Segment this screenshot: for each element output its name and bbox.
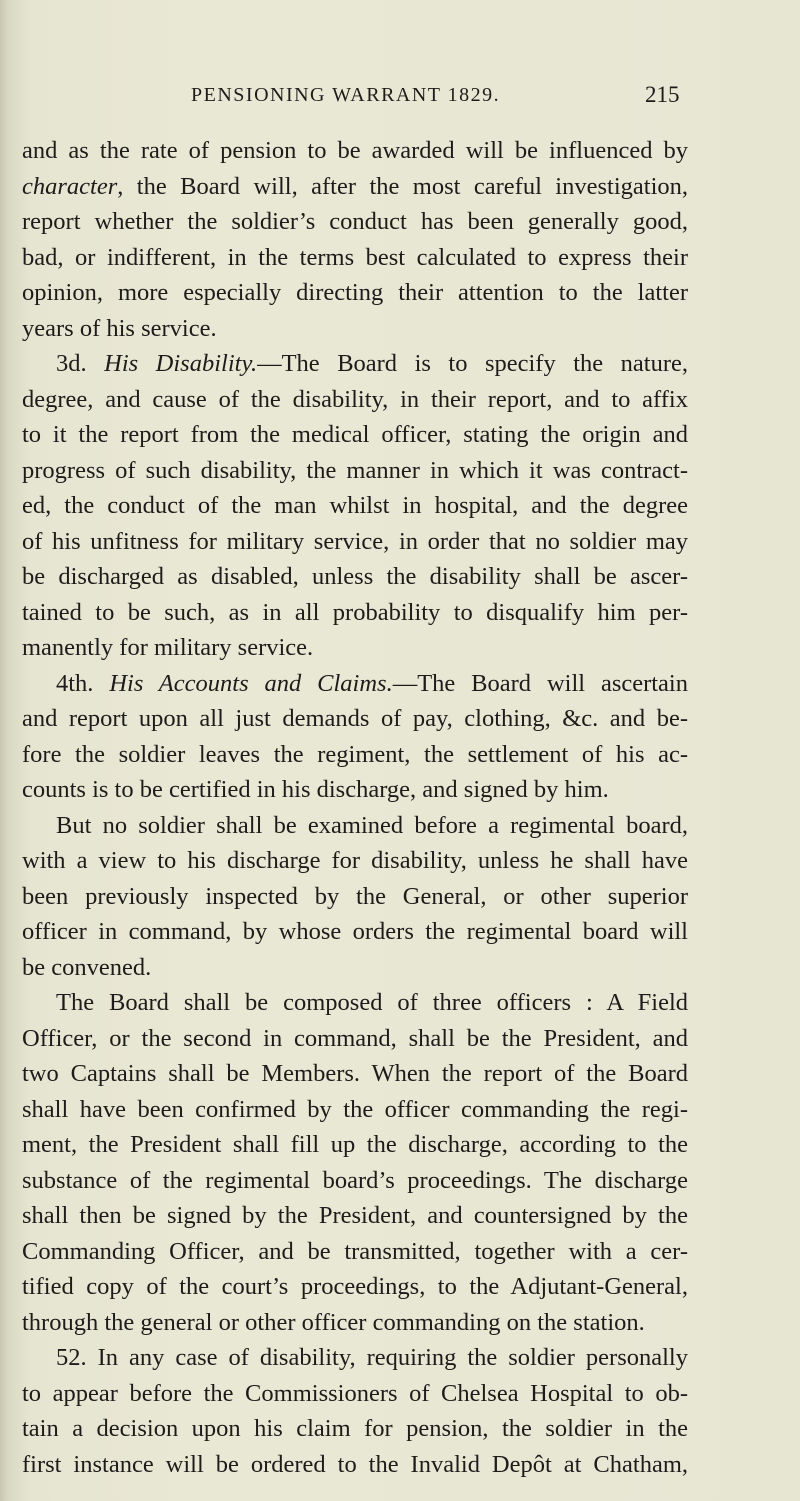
line-text: shall have been confirmed by the officer commanding the regi- [22,1095,688,1123]
line-text: The Board shall be composed of three officers : A Field [56,989,688,1016]
text-line [22,1092,688,1128]
line-text: tained to be such, as in all probability to disqualify him per- [22,598,688,626]
section-number: 4th. [56,669,110,697]
line-text: and as the rate of pension to be awarded will be influenced by [22,137,688,164]
text-line [22,488,688,524]
text-line [22,204,688,240]
text-line [22,985,688,1021]
text-line [22,843,688,879]
body-text [22,133,688,1482]
line-text: —The Board is to specify the nature, [257,350,688,377]
italic-heading: His Disability. [104,350,258,377]
text-line [22,524,688,560]
text-line [22,382,688,418]
line-text: Officer, or the second in command, shall be the President, and [22,1024,688,1052]
text-line [22,240,688,276]
line-text: ed, the conduct of the man whilst in hospital, and the degree [22,492,688,519]
line-text: with a view to his discharge for disability, unless he shall have [22,847,688,874]
line-text: be convened. [22,953,152,981]
line-text: , the Board will, after the most careful investigation, [117,172,688,200]
text-line [22,595,688,631]
text-line [22,1376,688,1412]
line-text: counts is to be certified in his discharge, and signed by him. [22,776,609,803]
line-text: shall then be signed by the President, and countersigned by the [22,1202,688,1229]
line-text: bad, or indifferent, in the terms best calculated to express their [22,243,688,271]
line-text: opinion, more especially directing their attention to the latter [22,279,688,306]
line-text: be discharged as disabled, unless the disability shall be ascer- [22,563,688,590]
line-text: to appear before the Commissioners of Chelsea Hospital to ob- [22,1379,688,1407]
line-text: fore the soldier leaves the regiment, the settlement of his ac- [22,740,688,768]
text-line [22,1021,688,1057]
line-text: two Captains shall be Members. When the report of the Board [22,1060,688,1087]
line-text: substance of the regimental board’s proceedings. The discharge [22,1166,688,1194]
text-line [22,133,688,169]
text-line [22,772,688,808]
line-text: ment, the President shall fill up the discharge, according to the [22,1131,688,1158]
italic-heading: character [22,172,118,200]
text-line [22,1056,688,1092]
text-line [22,417,688,453]
line-text: degree, and cause of the disability, in their report, and to affix [22,385,688,413]
text-line [22,737,688,773]
text-line [22,1269,688,1305]
line-text: of his unfitness for military service, in order that no soldier may [22,527,688,555]
running-title: PENSIONING WARRANT 1829. [191,84,501,106]
line-text: and report upon all just demands of pay, clothing, &c. and be- [22,705,688,732]
text-line [22,1234,688,1270]
line-text: years of his service. [22,314,217,342]
text-line [22,1340,688,1376]
line-text: manently for military service. [22,634,314,661]
line-text: officer in command, by whose orders the regimental board will [22,918,688,945]
text-line [22,630,688,666]
line-text: 52. In any case of disability, requiring the soldier personally [56,1344,688,1371]
text-line [22,311,688,347]
text-line [22,666,688,702]
text-line [22,701,688,737]
line-text: first instance will be ordered to the Invalid Depôt at Chatham, [22,1450,688,1478]
text-line [22,1198,688,1234]
line-text: progress of such disability, the manner in which it was contract- [22,456,688,484]
line-text: to it the report from the medical officer, stating the origin and [22,421,688,448]
text-line [22,1447,688,1483]
text-line [22,559,688,595]
text-line [22,879,688,915]
page-number: 215 [645,82,680,107]
line-text: report whether the soldier’s conduct has been generally good, [22,208,688,235]
line-text: through the general or other officer commanding on the station. [22,1308,645,1336]
text-line [22,914,688,950]
text-line [22,1305,688,1341]
line-text: tified copy of the court’s proceedings, to the Adjutant-General, [22,1273,688,1300]
text-line [22,808,688,844]
line-text: tain a decision upon his claim for pension, the soldier in the [22,1415,688,1442]
line-text: But no soldier shall be examined before a regimental board, [56,811,688,839]
text-line [22,1411,688,1447]
text-line [22,346,688,382]
text-line [22,453,688,489]
line-text: been previously inspected by the General, or other superior [22,882,688,910]
line-text: —The Board will ascertain [392,669,688,697]
text-line [22,1127,688,1163]
text-line [22,950,688,986]
page-header [0,80,800,116]
text-line [22,275,688,311]
text-line [22,1163,688,1199]
text-line [22,169,688,205]
section-number: 3d. [56,350,105,377]
line-text: Commanding Officer, and be transmitted, together with a cer- [22,1237,688,1265]
italic-heading: His Accounts and Claims. [109,669,393,697]
